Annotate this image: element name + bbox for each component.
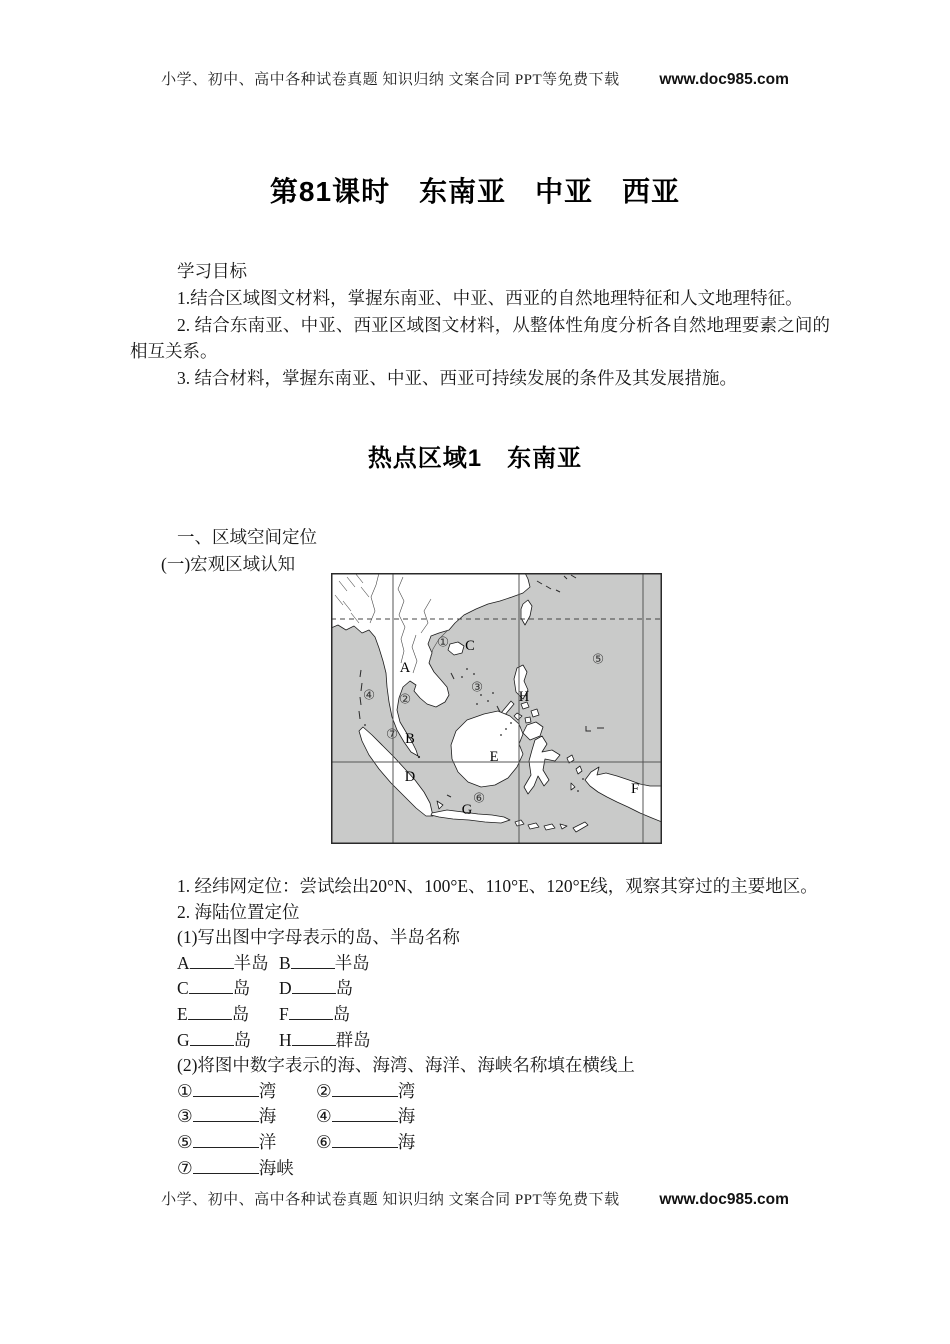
fill-blank-item [177,1156,316,1182]
footer-promo-text: 小学、初中、高中各种试卷真题 知识归纳 文案合同 PPT等免费下载 [161,1192,620,1208]
map-letter-F: F [630,780,640,797]
blank-suffix: 岛 [335,978,354,999]
fill-blank-item [177,976,279,1002]
blank-underline [190,954,234,969]
blank-underline [193,1082,259,1097]
blank-label: E [177,1003,188,1024]
fill-blank-row [130,1002,846,1028]
map-letter-E: E [489,748,499,765]
blank-suffix: 岛 [332,1003,351,1024]
fill-blank-item [177,1002,279,1028]
blank-underline [193,1107,259,1122]
map-number-③: ③ [470,679,484,695]
fill-blank-row [130,1028,846,1054]
map-letter-G: G [461,801,473,818]
blank-underline [189,979,233,994]
fill-blank-item [279,1028,371,1054]
subsection-heading-1: 一、区域空间定位 [177,527,317,547]
islands-intro: (1)写出图中字母表示的岛、半岛名称 [177,927,460,948]
blank-suffix: 洋 [258,1131,277,1152]
sea-blank-rows [130,1079,846,1181]
blank-suffix: 海 [397,1131,416,1152]
blank-suffix: 湾 [258,1080,277,1101]
fill-blank-item [316,1079,415,1105]
fill-blank-row [130,1130,846,1156]
blank-suffix: 海 [397,1106,416,1127]
header-site-url[interactable]: www.doc985.com [659,71,789,88]
blank-label: ⑥ [316,1131,332,1152]
blank-suffix: 半岛 [334,952,370,973]
blank-underline [332,1133,398,1148]
fill-blank-item [316,1104,415,1130]
map-canvas [331,573,662,844]
page-header [0,68,950,89]
map-number-①: ① [436,634,450,650]
fill-blank-row [130,1156,846,1182]
question-2: 2. 海陆位置定位 [177,901,300,922]
question-1: 1. 经纬网定位：尝试绘出20°N、100°E、110°E、120°E线，观察其穿过的主要地区。 [177,876,818,896]
blank-suffix: 岛 [233,1029,252,1050]
map-number-⑦: ⑦ [385,726,399,742]
blank-label: A [177,952,190,973]
fill-blank-item [279,951,370,977]
blank-label: C [177,978,189,999]
blank-suffix: 岛 [231,1003,250,1024]
map-letter-D: D [404,768,416,785]
fill-blank-item [279,976,353,1002]
blank-label: D [279,978,292,999]
blank-underline [332,1107,398,1122]
fill-blank-item [316,1130,415,1156]
blank-suffix: 岛 [232,978,251,999]
blank-label: ② [316,1080,332,1101]
objective-item-1: 1.结合区域图文材料，掌握东南亚、中亚、西亚的自然地理特征和人文地理特征。 [177,287,803,308]
lesson-title: 第81课时 东南亚 中亚 西亚 [269,176,681,207]
footer-site-url[interactable]: www.doc985.com [659,1191,789,1208]
subsection-block [130,524,830,577]
blank-label: G [177,1029,190,1050]
southeast-asia-map [331,573,662,844]
objectives-heading: 学习目标 [177,261,247,281]
hot-region-title: 热点区域1 东南亚 [367,445,583,472]
blank-suffix: 群岛 [335,1029,371,1050]
blank-label: ④ [316,1106,332,1127]
blank-suffix: 海峡 [258,1157,294,1178]
map-letter-B: B [405,730,415,747]
blank-underline [292,1031,336,1046]
blank-suffix: 湾 [397,1080,416,1101]
map-number-⑤: ⑤ [591,651,605,667]
map-number-⑥: ⑥ [472,790,486,806]
blank-label: ③ [177,1106,193,1127]
blank-underline [190,1031,234,1046]
subsection-heading-2: (一)宏观区域认知 [161,553,296,574]
page-footer [0,1188,950,1209]
map-letter-H: H [518,688,530,705]
blank-underline [332,1082,398,1097]
blank-label: ⑤ [177,1131,193,1152]
fill-blank-row [130,1104,846,1130]
blank-underline [292,979,336,994]
fill-blank-item [177,1130,316,1156]
blank-underline [193,1133,259,1148]
fill-blank-row [130,951,846,977]
blank-label: H [279,1029,292,1050]
blank-underline [193,1159,259,1174]
fill-blank-row [130,1079,846,1105]
map-number-②: ② [398,691,412,707]
fill-blank-item [177,1079,316,1105]
blank-underline [291,954,335,969]
fill-blank-item [177,1028,279,1054]
blank-label: ① [177,1080,193,1101]
blank-suffix: 海 [258,1106,277,1127]
blank-label: F [279,1003,289,1024]
map-letter-C: C [465,637,475,654]
blank-suffix: 半岛 [233,952,269,973]
map-letter-A: A [399,659,411,676]
questions-block [130,874,846,1181]
objective-item-3: 3. 结合材料，掌握东南亚、中亚、西亚可持续发展的条件及其发展措施。 [177,368,737,389]
island-blank-rows [130,951,846,1053]
map-number-④: ④ [362,687,376,703]
objectives-block [130,258,830,392]
seas-intro: (2)将图中数字表示的海、海湾、海洋、海峡名称填在横线上 [177,1055,635,1076]
blank-underline [289,1005,333,1020]
fill-blank-item [279,1002,350,1028]
fill-blank-item [177,1104,316,1130]
header-promo-text: 小学、初中、高中各种试卷真题 知识归纳 文案合同 PPT等免费下载 [161,72,620,88]
blank-label: B [279,952,291,973]
fill-blank-item [177,951,279,977]
blank-label: ⑦ [177,1157,193,1178]
objective-item-2: 2. 结合东南亚、中亚、西亚区域图文材料，从整体性角度分析各自然地理要素之间的相互关系。 [130,314,830,362]
fill-blank-row [130,976,846,1002]
blank-underline [188,1005,232,1020]
